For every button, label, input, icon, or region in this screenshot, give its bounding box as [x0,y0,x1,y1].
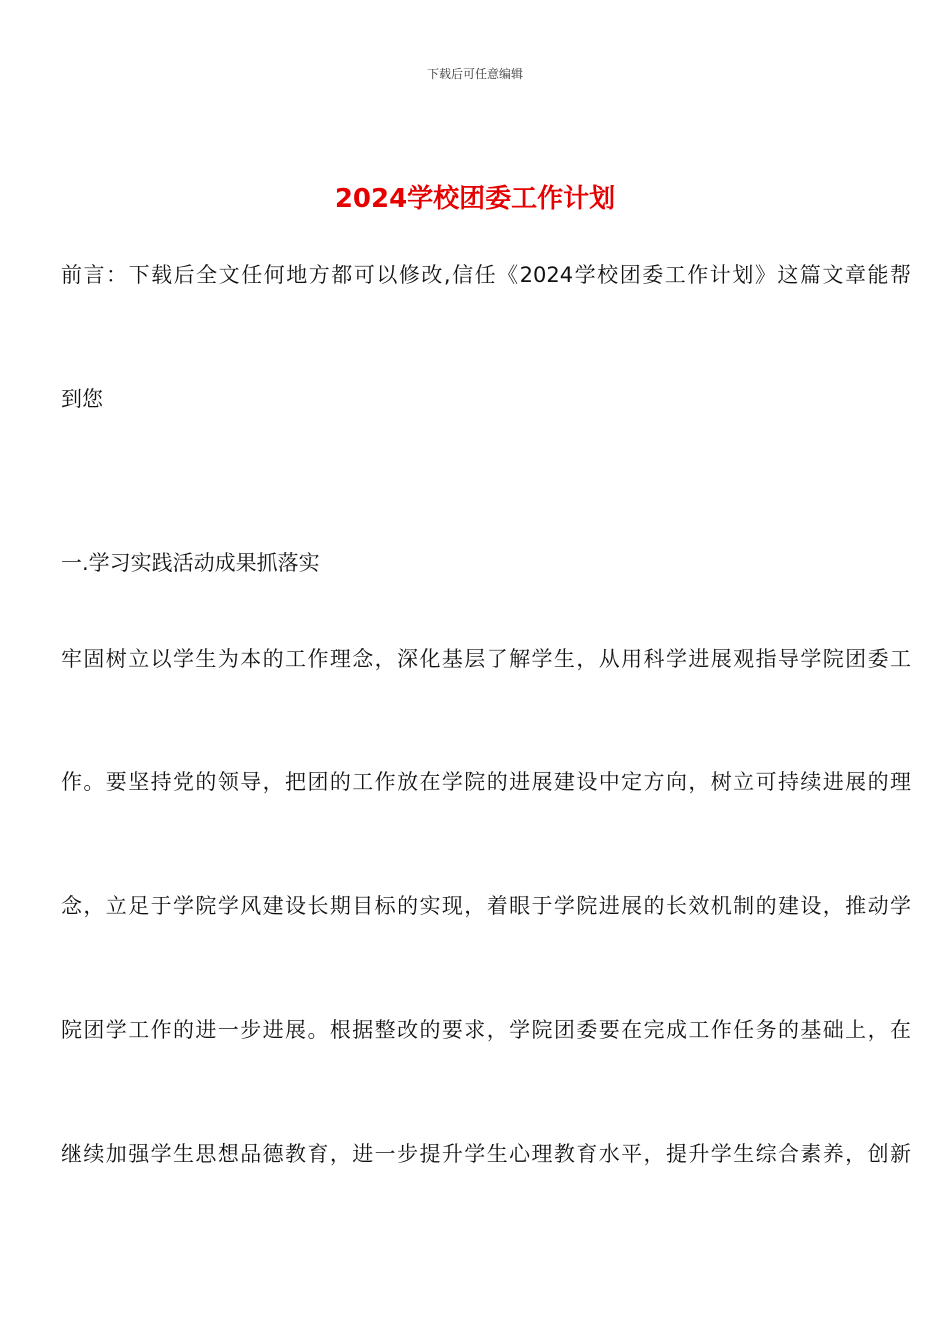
page-header-note: 下载后可任意编辑 [426,67,523,81]
body-line-5: 继续加强学生思想品德教育，进一步提升学生心理教育水平，提升学生综合素养，创新 [61,1142,911,1166]
body-line-2: 作。要坚持党的领导，把团的工作放在学院的进展建设中定方向，树立可持续进展的理 [61,770,911,794]
document-title: 2024学校团委工作计划 [334,184,616,214]
body-line-3: 念，立足于学院学风建设长期目标的实现，着眼于学院进展的长效机制的建设，推动学 [61,894,911,918]
body-line-4: 院团学工作的进一步进展。根据整改的要求，学院团委要在完成工作任务的基础上，在 [61,1018,911,1042]
body-line-1: 牢固树立以学生为本的工作理念，深化基层了解学生，从用科学进展观指导学院团委工 [61,647,911,671]
section-heading: 一.学习实践活动成果抓落实 [61,551,320,575]
preface-line-1: 前言：下载后全文任何地方都可以修改,信任《2024学校团委工作计划》这篇文章能帮 [61,263,911,287]
preface-line-2: 到您 [61,387,103,411]
